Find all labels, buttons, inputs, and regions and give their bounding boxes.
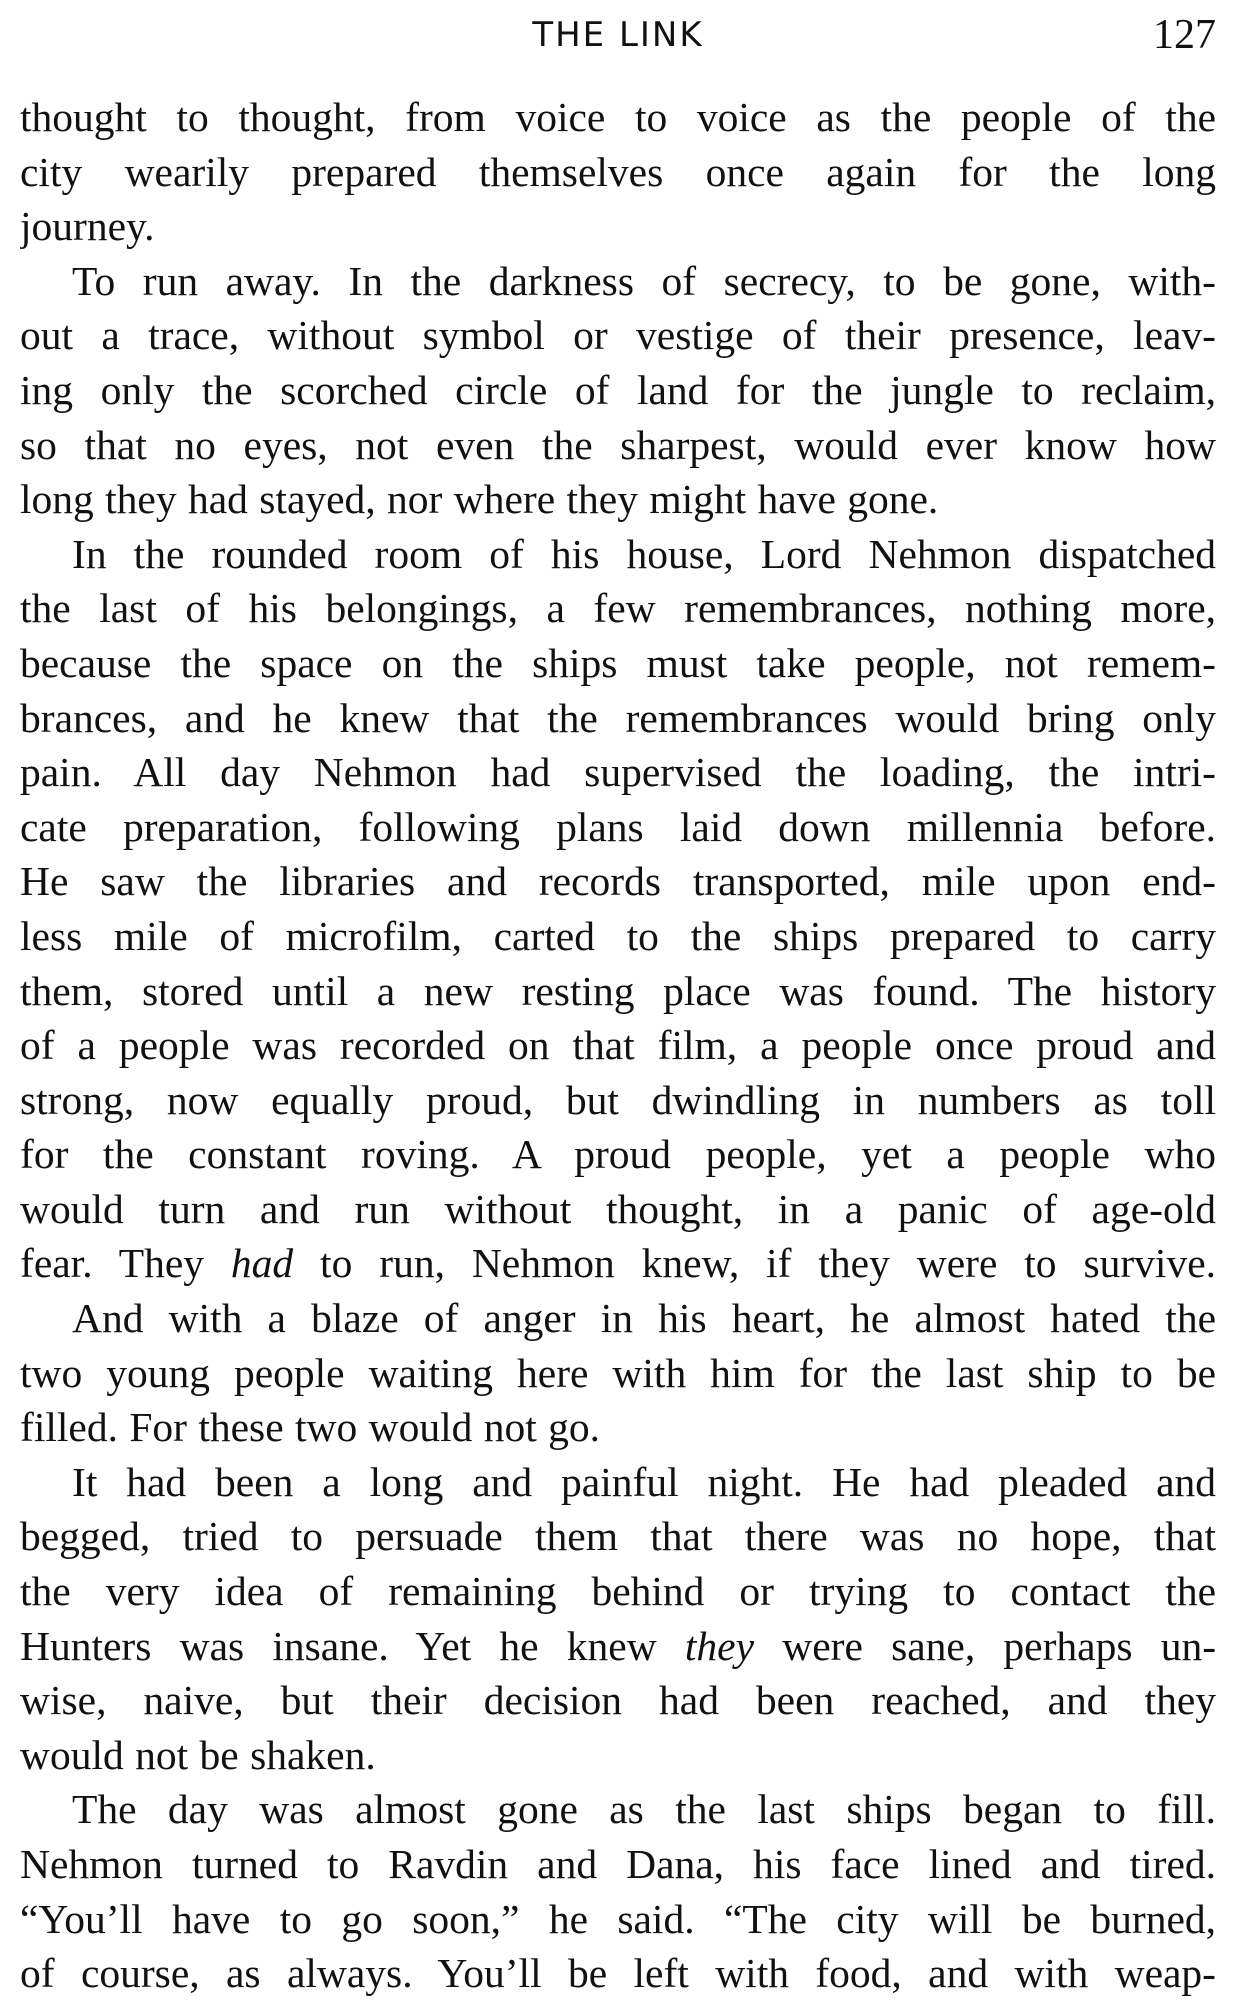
text-line: The day was almost gone as the last ships began to fill. [72,1786,1216,1833]
emphasized-word: had [230,1240,294,1287]
text-line [20,1619,1216,1674]
text-line: ing only the scorched circle of land for the jungle to reclaim, [20,366,1216,413]
text-line: so that no eyes, not even the sharpest, would ever know how [20,421,1216,468]
text-line: thought to thought, from voice to voice as the people of the [20,94,1216,140]
text-line: the very idea of remaining behind or trying to contact the [20,1568,1216,1615]
text-line: of course, as always. You’ll be left with food, and with weap- [20,1950,1216,1997]
text-line: It had been a long and painful night. He had pleaded and [72,1458,1216,1505]
text-line: would turn and run without thought, in a panic of age-old [20,1185,1216,1232]
text-segment: to run, Nehmon knew, if they were to survive. [293,1240,1216,1287]
text-line: brances, and he knew that the remembrances would bring only [20,694,1216,741]
text-line: begged, tried to persuade them that there was no hope, that [20,1513,1216,1560]
body-text [20,90,1216,2001]
text-line: And with a blaze of anger in his heart, he almost hated the [72,1295,1216,1342]
text-line: for the constant roving. A proud people, yet a people who [20,1131,1216,1178]
text-line [20,1236,1216,1291]
text-line: journey. [20,203,155,250]
text-line: less mile of microfilm, carted to the ships prepared to carry [20,912,1216,959]
running-head [20,10,1216,60]
text-line: of a people was recorded on that film, a people once proud and [20,1022,1216,1069]
text-line: because the space on the ships must take people, not remem- [20,639,1216,686]
text-line: strong, now equally proud, but dwindling in numbers as toll [20,1076,1216,1123]
text-line: To run away. In the darkness of secrecy, to be gone, with- [72,257,1216,304]
text-line: two young people waiting here with him for the last ship to be [20,1349,1216,1396]
text-line: the last of his belongings, a few remembrances, nothing more, [20,585,1216,632]
text-line: cate preparation, following plans laid down millennia before. [20,803,1216,850]
chapter-title: THE LINK [532,15,704,55]
emphasized-word: they [684,1622,755,1669]
text-line: “You’ll have to go soon,” he said. “The city will be burned, [20,1895,1216,1942]
text-line: pain. All day Nehmon had supervised the loading, the intri- [20,749,1216,796]
text-line: city wearily prepared themselves once again for the long [20,148,1216,195]
page-number: 127 [1153,12,1216,58]
text-line: In the rounded room of his house, Lord Nehmon dispatched [72,530,1216,577]
text-line: out a trace, without symbol or vestige of their presence, leav- [20,312,1216,359]
text-segment: fear. They [20,1240,231,1287]
text-segment: Hunters was insane. Yet he knew [20,1622,685,1669]
text-line: wise, naive, but their decision had been reached, and they [20,1677,1216,1724]
text-segment: were sane, perhaps un- [754,1622,1216,1669]
text-line: He saw the libraries and records transported, mile upon end- [20,858,1216,905]
text-line: them, stored until a new resting place was found. The history [20,967,1216,1014]
text-line: Nehmon turned to Ravdin and Dana, his face lined and tired. [20,1841,1216,1887]
text-line: long they had stayed, nor where they might have gone. [20,476,939,523]
text-line: would not be shaken. [20,1731,376,1778]
text-line: filled. For these two would not go. [20,1404,601,1451]
